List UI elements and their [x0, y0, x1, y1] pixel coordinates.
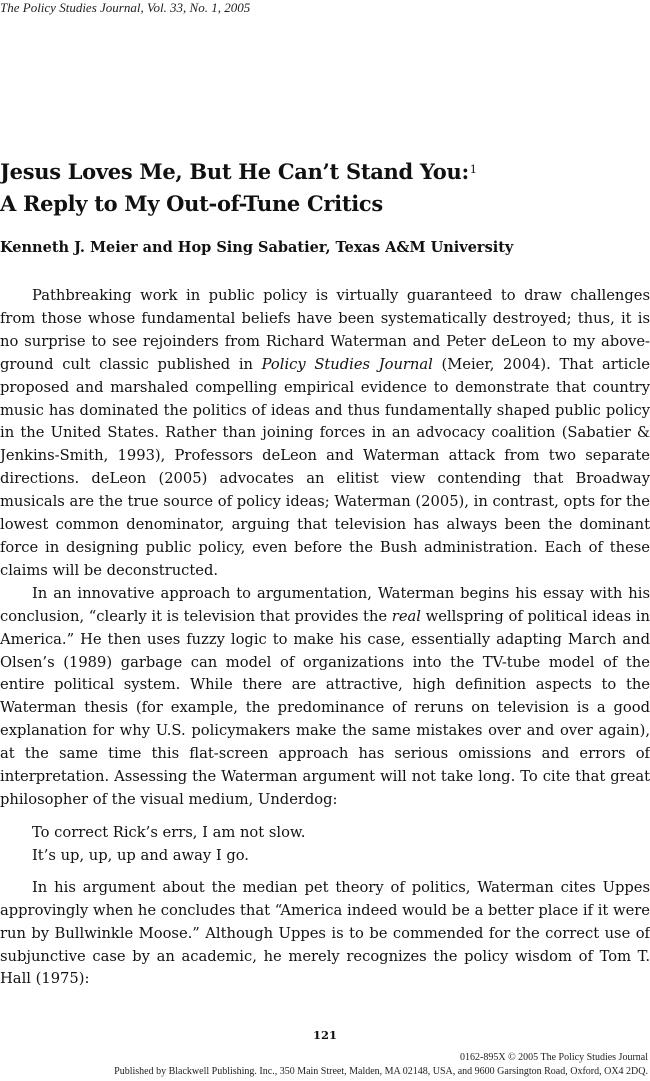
paragraph-1-text-b: (Meier, 2004). That article proposed and marshaled compelling empirical evidence to demonstrate that country music has dominated the politics of ideas and thus fundamentally shaped public policy in the United States. Rather than joining forces in an advocacy coalition (Sabatier & Jenkins-Smith, 1993), Professors deLeon and Waterman attack from two separate directions. deLeon (2005) advocates an elitist view contending that Broadway musicals are the true source of policy ideas; Waterman (2005), in contrast, opts for the lowest common denominator, arguing that television has always been the dominant force in designing public policy, even before the Bush administration. Each of these claims will be deconstructed. — [0, 355, 650, 579]
verse-line-1: To correct Rick’s errs, I am not slow. — [32, 823, 306, 841]
verse-quote — [32, 821, 650, 867]
page-number: 121 — [312, 1028, 337, 1042]
article-body — [0, 285, 650, 991]
title-line-1-text: Jesus Loves Me, But He Can’t Stand You: — [0, 159, 469, 184]
paragraph-2-text-a: In an innovative approach to argumentation, Waterman begins his essay with his conclusion, “clearly it is television that provides the — [0, 584, 650, 625]
paragraph-2 — [0, 583, 650, 812]
footer-publisher: Published by Blackwell Publishing. Inc., 350 Main Street, Malden, MA 02148, USA, and 9600 Garsington Road, Oxford, OX4 2DQ. — [114, 1066, 648, 1077]
verse-line-2: It’s up, up, up and away I go. — [32, 846, 249, 864]
paragraph-1 — [0, 285, 650, 583]
author-byline: Kenneth J. Meier and Hop Sing Sabatier, Texas A&M University — [0, 239, 514, 256]
paragraph-2-text-b: wellspring of political ideas in America.” He then uses fuzzy logic to make his case, essentially adapting March and Olsen’s (1989) garbage can model of organizations into the TV-tube model of the entire political system. While there are attractive, high definition aspects to the Waterman thesis (for example, the predominance of reruns on television is a good explanation for why U.S. policymakers make the same mistakes over and over again), at the same time this flat-screen approach has serious omissions and errors of interpretation. Assessing the Waterman argument will not take long. To cite that great philosopher of the visual medium, Underdog: — [0, 607, 650, 808]
emphasis-real: real — [391, 607, 421, 625]
article-title — [0, 156, 650, 220]
title-line-1 — [0, 156, 650, 188]
paragraph-3: In his argument about the median pet theory of politics, Waterman cites Uppes approvingly when he concludes that “America indeed would be a better place if it were run by Bullwinkle Moose.” Although Uppes is to be commended for the correct use of subjunctive case by an academic, he merely recognizes the policy wisdom of Tom T. Hall (1975): — [0, 878, 650, 988]
footnote-mark: 1 — [469, 163, 477, 176]
paragraph-1-text-a: Pathbreaking work in public policy is virtually guaranteed to draw challenges from those whose fundamental beliefs have been systematically destroyed; thus, it is no surprise to see rejoinders from Richard Waterman and Peter deLeon to my above-ground cult classic published in — [0, 287, 650, 373]
journal-name: Policy Studies Journal — [261, 355, 433, 373]
footer-issn: 0162-895X © 2005 The Policy Studies Journal — [460, 1052, 648, 1063]
running-head: The Policy Studies Journal, Vol. 33, No. 1, 2005 — [0, 0, 251, 15]
title-line-2: A Reply to My Out-of-Tune Critics — [0, 191, 383, 216]
